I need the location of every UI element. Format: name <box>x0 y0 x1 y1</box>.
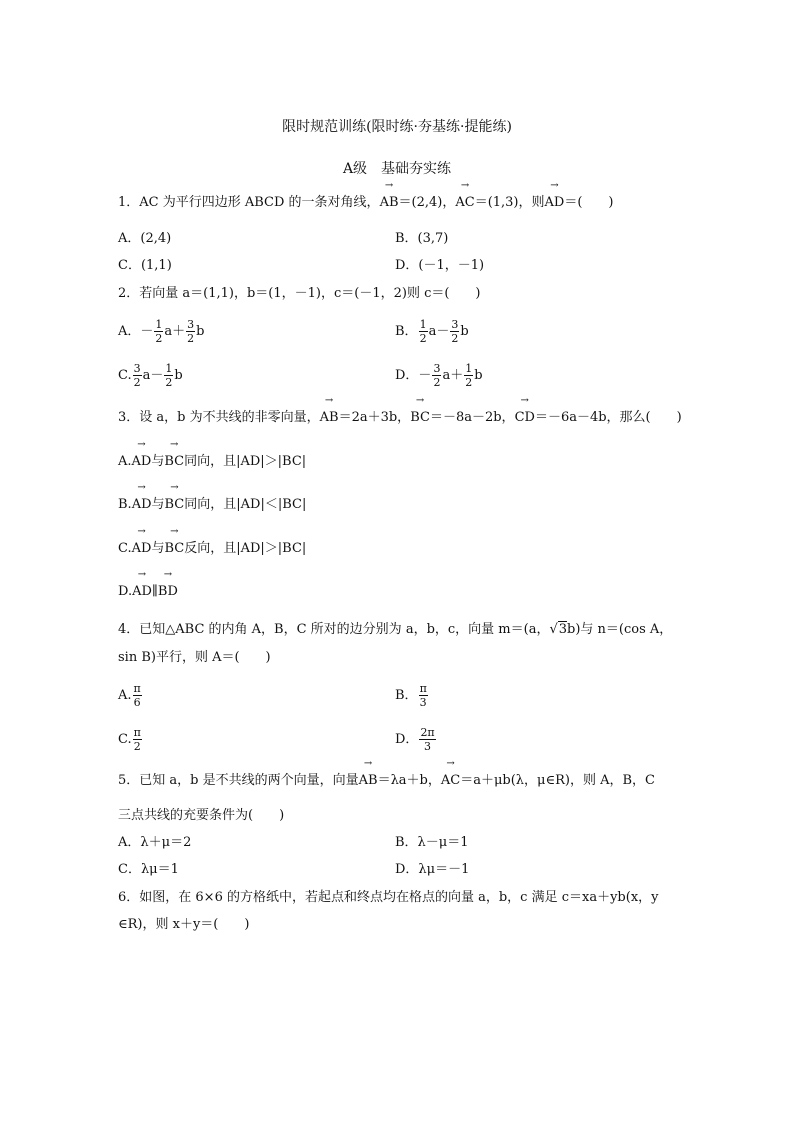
q4-option-a: A. $\frac{\pi}{6}$ <box>118 682 141 709</box>
q4-option-d: D． $\frac{2\pi}{3}$ <box>395 726 435 753</box>
page-title: 限时规范训练(限时练·夯基练·提能练) <box>282 119 512 135</box>
question-6-stem-line2: ∈R)，则 x＋y＝( ) <box>118 917 250 932</box>
q2-option-b: B． $\frac{1}{2}$ a－ $\frac{3}{2}$ b <box>395 318 469 345</box>
question-1-stem: 1．AC 为平行四边形 ABCD 的一条对角线，→ AB＝(2,4)，→ AC＝(1,3)，则→ AD＝( ) <box>118 193 613 213</box>
q4-option-b: B． $\frac{\pi}{3}$ <box>395 682 427 709</box>
q2-option-d: D．－ $\frac{3}{2}$ a＋ $\frac{1}{2}$ b <box>395 362 483 389</box>
q3-option-c: C.→ AD与→ BC反向，且|AD|＞|BC| <box>118 539 306 559</box>
q1-option-a: A．(2,4) <box>118 231 172 246</box>
question-5-stem: 5．已知 a，b 是不共线的两个向量，向量→ AB＝λa＋b，→ AC＝a＋μb(λ，μ∈R)，则 A，B，C <box>118 771 655 791</box>
question-4-stem: 4．已知△ABC 的内角 A，B，C 所对的边分别为 a，b，c，向量 m＝(a，√3b)与 n＝(cos A， <box>118 622 673 637</box>
q1-option-c: C．(1,1) <box>118 258 172 273</box>
question-3-stem: 3．设 a，b 为不共线的非零向量，→ AB＝2a＋3b，→ BC＝－8a－2b，→ CD＝－6a－4b，那么( ) <box>118 408 682 428</box>
q2-option-c: C. $\frac{3}{2}$ a－ $\frac{1}{2}$ b <box>118 362 183 389</box>
q5-option-d: D．λμ＝－1 <box>395 862 470 877</box>
q3-option-a: A.→ AD与→ BC同向，且|AD|＞|BC| <box>118 452 306 472</box>
question-5-stem-line2: 三点共线的充要条件为( ) <box>118 808 285 823</box>
question-4-stem-line2: sin B)平行，则 A＝( ) <box>118 650 271 665</box>
q1-option-b: B．(3,7) <box>395 231 449 246</box>
q5-option-a: A．λ＋μ＝2 <box>118 835 192 850</box>
question-2-stem: 2．若向量 a＝(1,1)，b＝(1，－1)，c＝(－1，2)则 c＝( ) <box>118 286 481 301</box>
q3-option-d: D.→ AD∥→ BD <box>118 582 178 602</box>
q5-option-b: B．λ－μ＝1 <box>395 835 469 850</box>
q1-option-d: D．(－1，－1) <box>395 258 485 273</box>
q4-option-c: C. $\frac{\pi}{2}$ <box>118 726 141 753</box>
q3-option-b: B.→ AD与→ BC同向，且|AD|＜|BC| <box>118 495 306 515</box>
question-6-stem: 6．如图，在 6×6 的方格纸中，若起点和终点均在格点的向量 a，b，c 满足 c＝xa＋yb(x，y <box>118 890 659 905</box>
q5-option-c: C．λμ＝1 <box>118 862 179 877</box>
level-heading: A级 基础夯实练 <box>342 161 452 177</box>
q2-option-a: A．－ $\frac{1}{2}$ a＋ $\frac{3}{2}$ b <box>118 318 205 345</box>
